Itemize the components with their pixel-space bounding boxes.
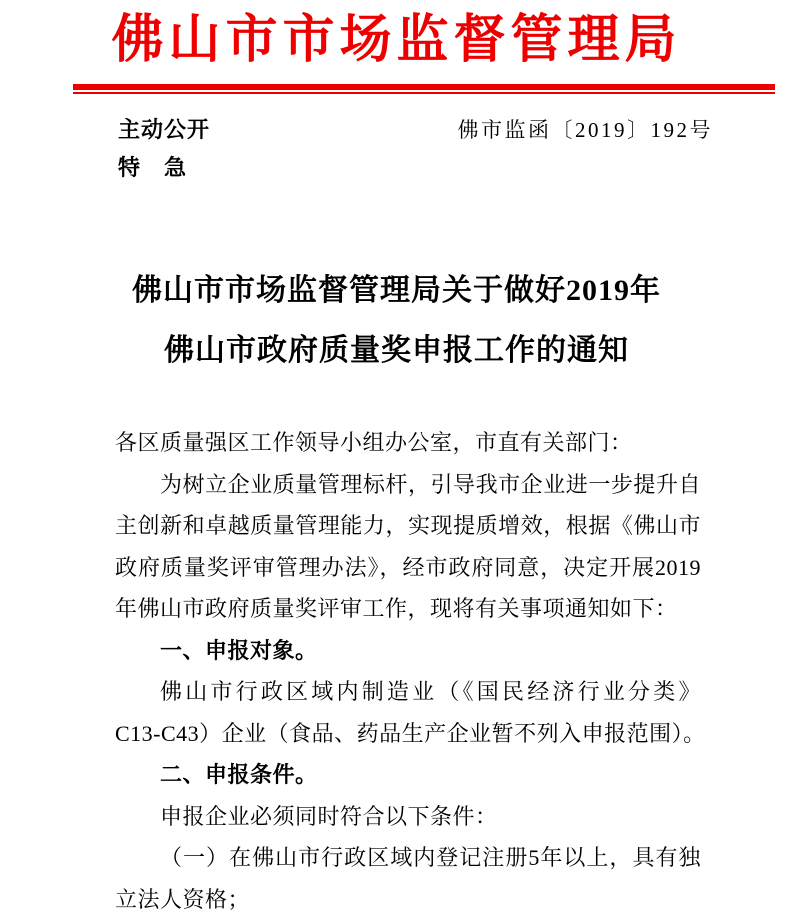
urgency-label: 特 急 (118, 155, 188, 180)
paragraph-line: 为树立企业质量管理标杆，引导我市企业进一步提升自 (160, 471, 701, 497)
masthead-divider (73, 84, 775, 94)
paragraph-line: 申报企业必须同时符合以下条件： (160, 803, 498, 829)
document-body (115, 422, 706, 920)
document-meta-row (0, 117, 793, 143)
document-title-line1: 佛山市市场监督管理局关于做好2019年 (132, 274, 661, 307)
salutation-line: 各区质量强区工作领导小组办公室，市直有关部门： (115, 430, 633, 455)
paragraph-line: 佛山市行政区域内制造业（《国民经济行业分类》 (160, 679, 701, 704)
disclosure-label: 主动公开 (118, 117, 211, 142)
paragraph-line: 年佛山市政府质量奖评审工作，现将有关事项通知如下： (115, 596, 678, 621)
paragraph-line: 政府质量奖评审管理办法》，经市政府同意，决定开展2019 (115, 554, 701, 580)
divider-thin-line (73, 92, 775, 94)
paragraph-line: C13-C43）企业（食品、药品生产企业暂不列入申报范围）。 (115, 720, 706, 746)
document-title (0, 261, 793, 381)
paragraph-line: 主创新和卓越质量管理能力，实现提质增效，根据《佛山市 (115, 513, 701, 538)
section-heading-2: 二、申报条件。 (160, 762, 318, 787)
section-heading-1: 一、申报对象。 (160, 637, 318, 663)
paragraph-line: （一）在佛山市行政区域内登记注册5年以上，具有独 (160, 845, 701, 870)
document-title-line2: 佛山市政府质量奖申报工作的通知 (164, 334, 629, 367)
agency-masthead: 佛山市市场监督管理局 (111, 12, 682, 69)
document-number: 佛市监函〔2019〕192号 (457, 118, 713, 142)
paragraph-line: 立法人资格； (115, 886, 251, 912)
